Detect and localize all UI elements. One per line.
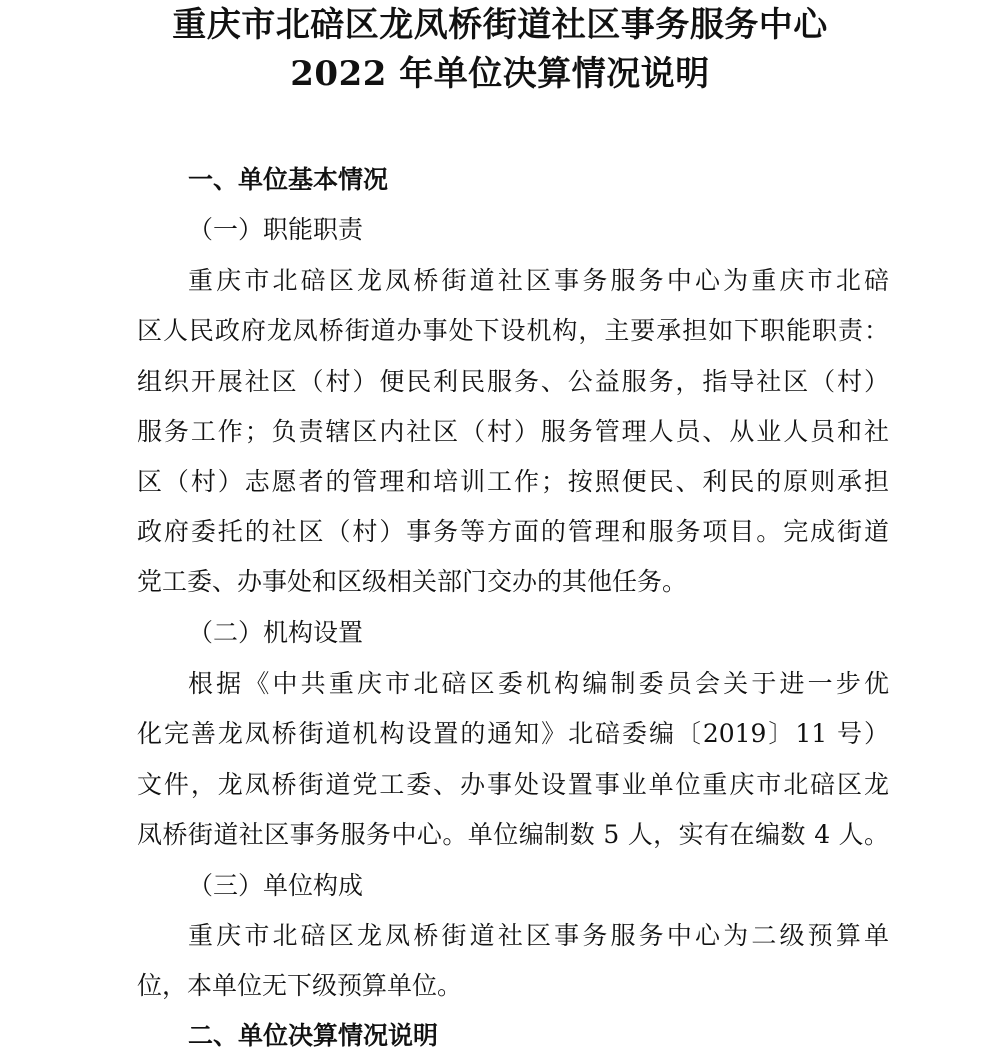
paragraph-line: 文件，龙凤桥街道党工委、办事处设置事业单位重庆市北碚区龙 xyxy=(137,770,889,799)
document-title-line-2: 2022 年单位决算情况说明 xyxy=(290,54,710,94)
paragraph-line: 区（村）志愿者的管理和培训工作；按照便民、利民的原则承担 xyxy=(137,467,889,496)
paragraph-line: 政府委托的社区（村）事务等方面的管理和服务项目。完成街道 xyxy=(137,517,889,546)
paragraph-line: 重庆市北碚区龙凤桥街道社区事务服务中心为重庆市北碚 xyxy=(188,266,889,295)
section-heading-final-accounts: 二、单位决算情况说明 xyxy=(188,1021,439,1050)
paragraph-line: 组织开展社区（村）便民利民服务、公益服务，指导社区（村） xyxy=(137,367,889,396)
paragraph-line: 化完善龙凤桥街道机构设置的通知》北碚委编〔2019〕11 号） xyxy=(137,719,889,748)
section-heading-basic-info: 一、单位基本情况 xyxy=(188,165,389,194)
paragraph-line: 凤桥街道社区事务服务中心。单位编制数 5 人，实有在编数 4 人。 xyxy=(137,820,889,849)
document-title-line-1: 重庆市北碚区龙凤桥街道社区事务服务中心 xyxy=(172,5,828,45)
paragraph-line: 区人民政府龙凤桥街道办事处下设机构，主要承担如下职能职责： xyxy=(137,316,889,345)
paragraph-line: 服务工作；负责辖区内社区（村）服务管理人员、从业人员和社 xyxy=(137,417,889,446)
paragraph-line: 重庆市北碚区龙凤桥街道社区事务服务中心为二级预算单 xyxy=(188,921,889,950)
subsection-heading-functions: （一）职能职责 xyxy=(188,215,364,244)
paragraph-line: 党工委、办事处和区级相关部门交办的其他任务。 xyxy=(137,567,688,596)
subsection-heading-organization: （二）机构设置 xyxy=(188,618,364,647)
paragraph-line: 位，本单位无下级预算单位。 xyxy=(137,971,463,1000)
subsection-heading-composition: （三）单位构成 xyxy=(188,871,364,900)
paragraph-line: 根据《中共重庆市北碚区委机构编制委员会关于进一步优 xyxy=(188,669,889,698)
